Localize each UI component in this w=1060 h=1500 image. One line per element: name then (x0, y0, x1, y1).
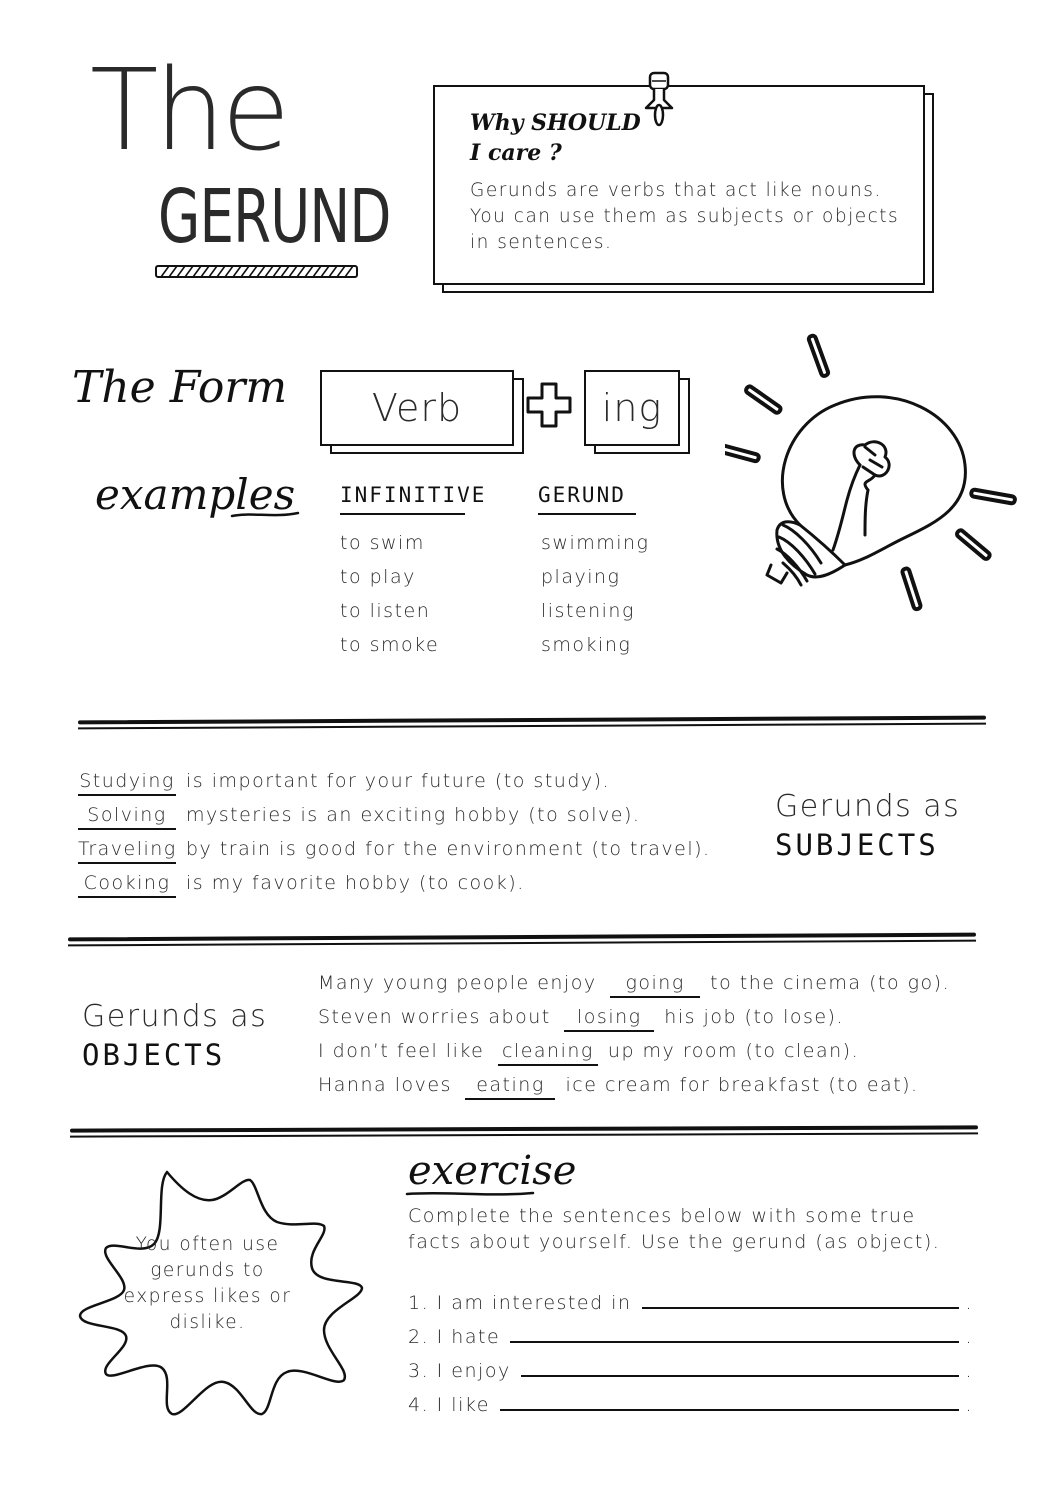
exercise-heading: exercise (408, 1148, 577, 1194)
sentence-before: I don’t feel like (318, 1040, 485, 1062)
objects-label-line-2: OBJECTS (82, 1038, 226, 1072)
list-item: to smoke (340, 634, 440, 656)
sentence-rest: by train is good for the environment (to travel). (186, 838, 711, 860)
list-item: playing (541, 566, 621, 588)
answer-line[interactable] (521, 1355, 960, 1377)
list-item (318, 1000, 950, 1034)
answer-line[interactable] (642, 1287, 960, 1309)
sentence-rest: is my favorite hobby (to cook). (186, 872, 525, 894)
subjects-label (775, 788, 960, 864)
list-item (78, 866, 711, 900)
exercise-list (408, 1286, 973, 1422)
answer-blank: Studying (78, 768, 176, 796)
answer-blank: Cooking (78, 870, 176, 898)
exercise-underline (405, 1188, 535, 1200)
answer-blank: losing (564, 1004, 654, 1032)
tip-text: You often use gerunds to express likes or dislike. (123, 1234, 292, 1333)
verb-box: Verb (320, 370, 514, 446)
list-item (318, 1068, 950, 1102)
ing-box: ing (584, 370, 680, 446)
divider (68, 933, 976, 942)
sentence-after: to the cinema (to go). (710, 972, 951, 994)
divider (70, 1125, 978, 1132)
sentence-before: Many young people enjoy (318, 972, 597, 994)
push-pin-icon (640, 70, 680, 132)
examples-underline (230, 508, 300, 522)
answer-line[interactable] (500, 1389, 960, 1411)
infinitive-header: INFINITIVE (340, 483, 465, 515)
exercise-intro: Complete the sentences below with some true facts about yourself. Use the gerund (as object). (408, 1205, 941, 1253)
objects-label (82, 998, 267, 1074)
list-item: to play (340, 566, 416, 588)
gerund-list (541, 526, 649, 662)
sentence-after: ice cream for breakfast (to eat). (565, 1074, 919, 1096)
period: . (965, 1326, 973, 1348)
infinitive-list (340, 526, 439, 662)
subjects-sentences (78, 764, 711, 900)
examples-heading: examples (95, 470, 296, 519)
sentence-before: Hanna loves (318, 1074, 452, 1096)
list-item: smoking (541, 634, 632, 656)
sentence-rest: mysteries is an exciting hobby (to solve). (186, 804, 641, 826)
why-body-text: Gerunds are verbs that act like nouns. You can use them as subjects or objects in sentences. (470, 180, 900, 253)
list-item (78, 764, 711, 798)
exercise-prompt: 4. I like (408, 1394, 490, 1416)
period: . (965, 1360, 973, 1382)
list-item (318, 966, 950, 1000)
list-item (318, 1034, 950, 1068)
title-underline (155, 264, 360, 280)
sentence-after: up my room (to clean). (607, 1040, 860, 1062)
answer-blank: Traveling (78, 836, 176, 864)
light-bulb-icon (725, 325, 1035, 625)
subjects-label-line-1: Gerunds as (775, 789, 961, 824)
plus-icon (524, 380, 574, 430)
subjects-label-line-2: SUBJECTS (775, 828, 939, 862)
list-item (78, 798, 711, 832)
gerund-header: GERUND (538, 483, 636, 515)
list-item: swimming (541, 532, 650, 554)
why-heading-line-2: I care ? (470, 140, 562, 166)
exercise-item (408, 1320, 973, 1354)
exercise-item (408, 1354, 973, 1388)
sentence-rest: is important for your future (to study). (186, 770, 611, 792)
period: . (965, 1394, 973, 1416)
exercise-prompt: 1. I am interested in (408, 1292, 632, 1314)
objects-label-line-1: Gerunds as (82, 999, 268, 1034)
divider (78, 716, 986, 725)
list-item: to swim (340, 532, 425, 554)
exercise-prompt: 3. I enjoy (408, 1360, 511, 1382)
objects-sentences (318, 966, 950, 1102)
answer-blank: eating (465, 1072, 555, 1100)
form-heading: The Form (72, 362, 288, 413)
exercise-prompt: 2. I hate (408, 1326, 501, 1348)
sentence-before: Steven worries about (318, 1006, 551, 1028)
period: . (965, 1292, 973, 1314)
why-heading (470, 108, 641, 168)
title-gerund: GERUND (158, 174, 391, 260)
answer-blank: Solving (78, 802, 176, 830)
answer-blank: cleaning (498, 1038, 598, 1066)
list-item: listening (541, 600, 635, 622)
sentence-after: his job (to lose). (664, 1006, 845, 1028)
why-heading-line-1: Why SHOULD (470, 110, 641, 136)
list-item: to listen (340, 600, 431, 622)
exercise-item (408, 1286, 973, 1320)
title-the: The (90, 46, 287, 176)
list-item (78, 832, 711, 866)
answer-line[interactable] (510, 1321, 959, 1343)
exercise-item (408, 1388, 973, 1422)
answer-blank: going (610, 970, 700, 998)
